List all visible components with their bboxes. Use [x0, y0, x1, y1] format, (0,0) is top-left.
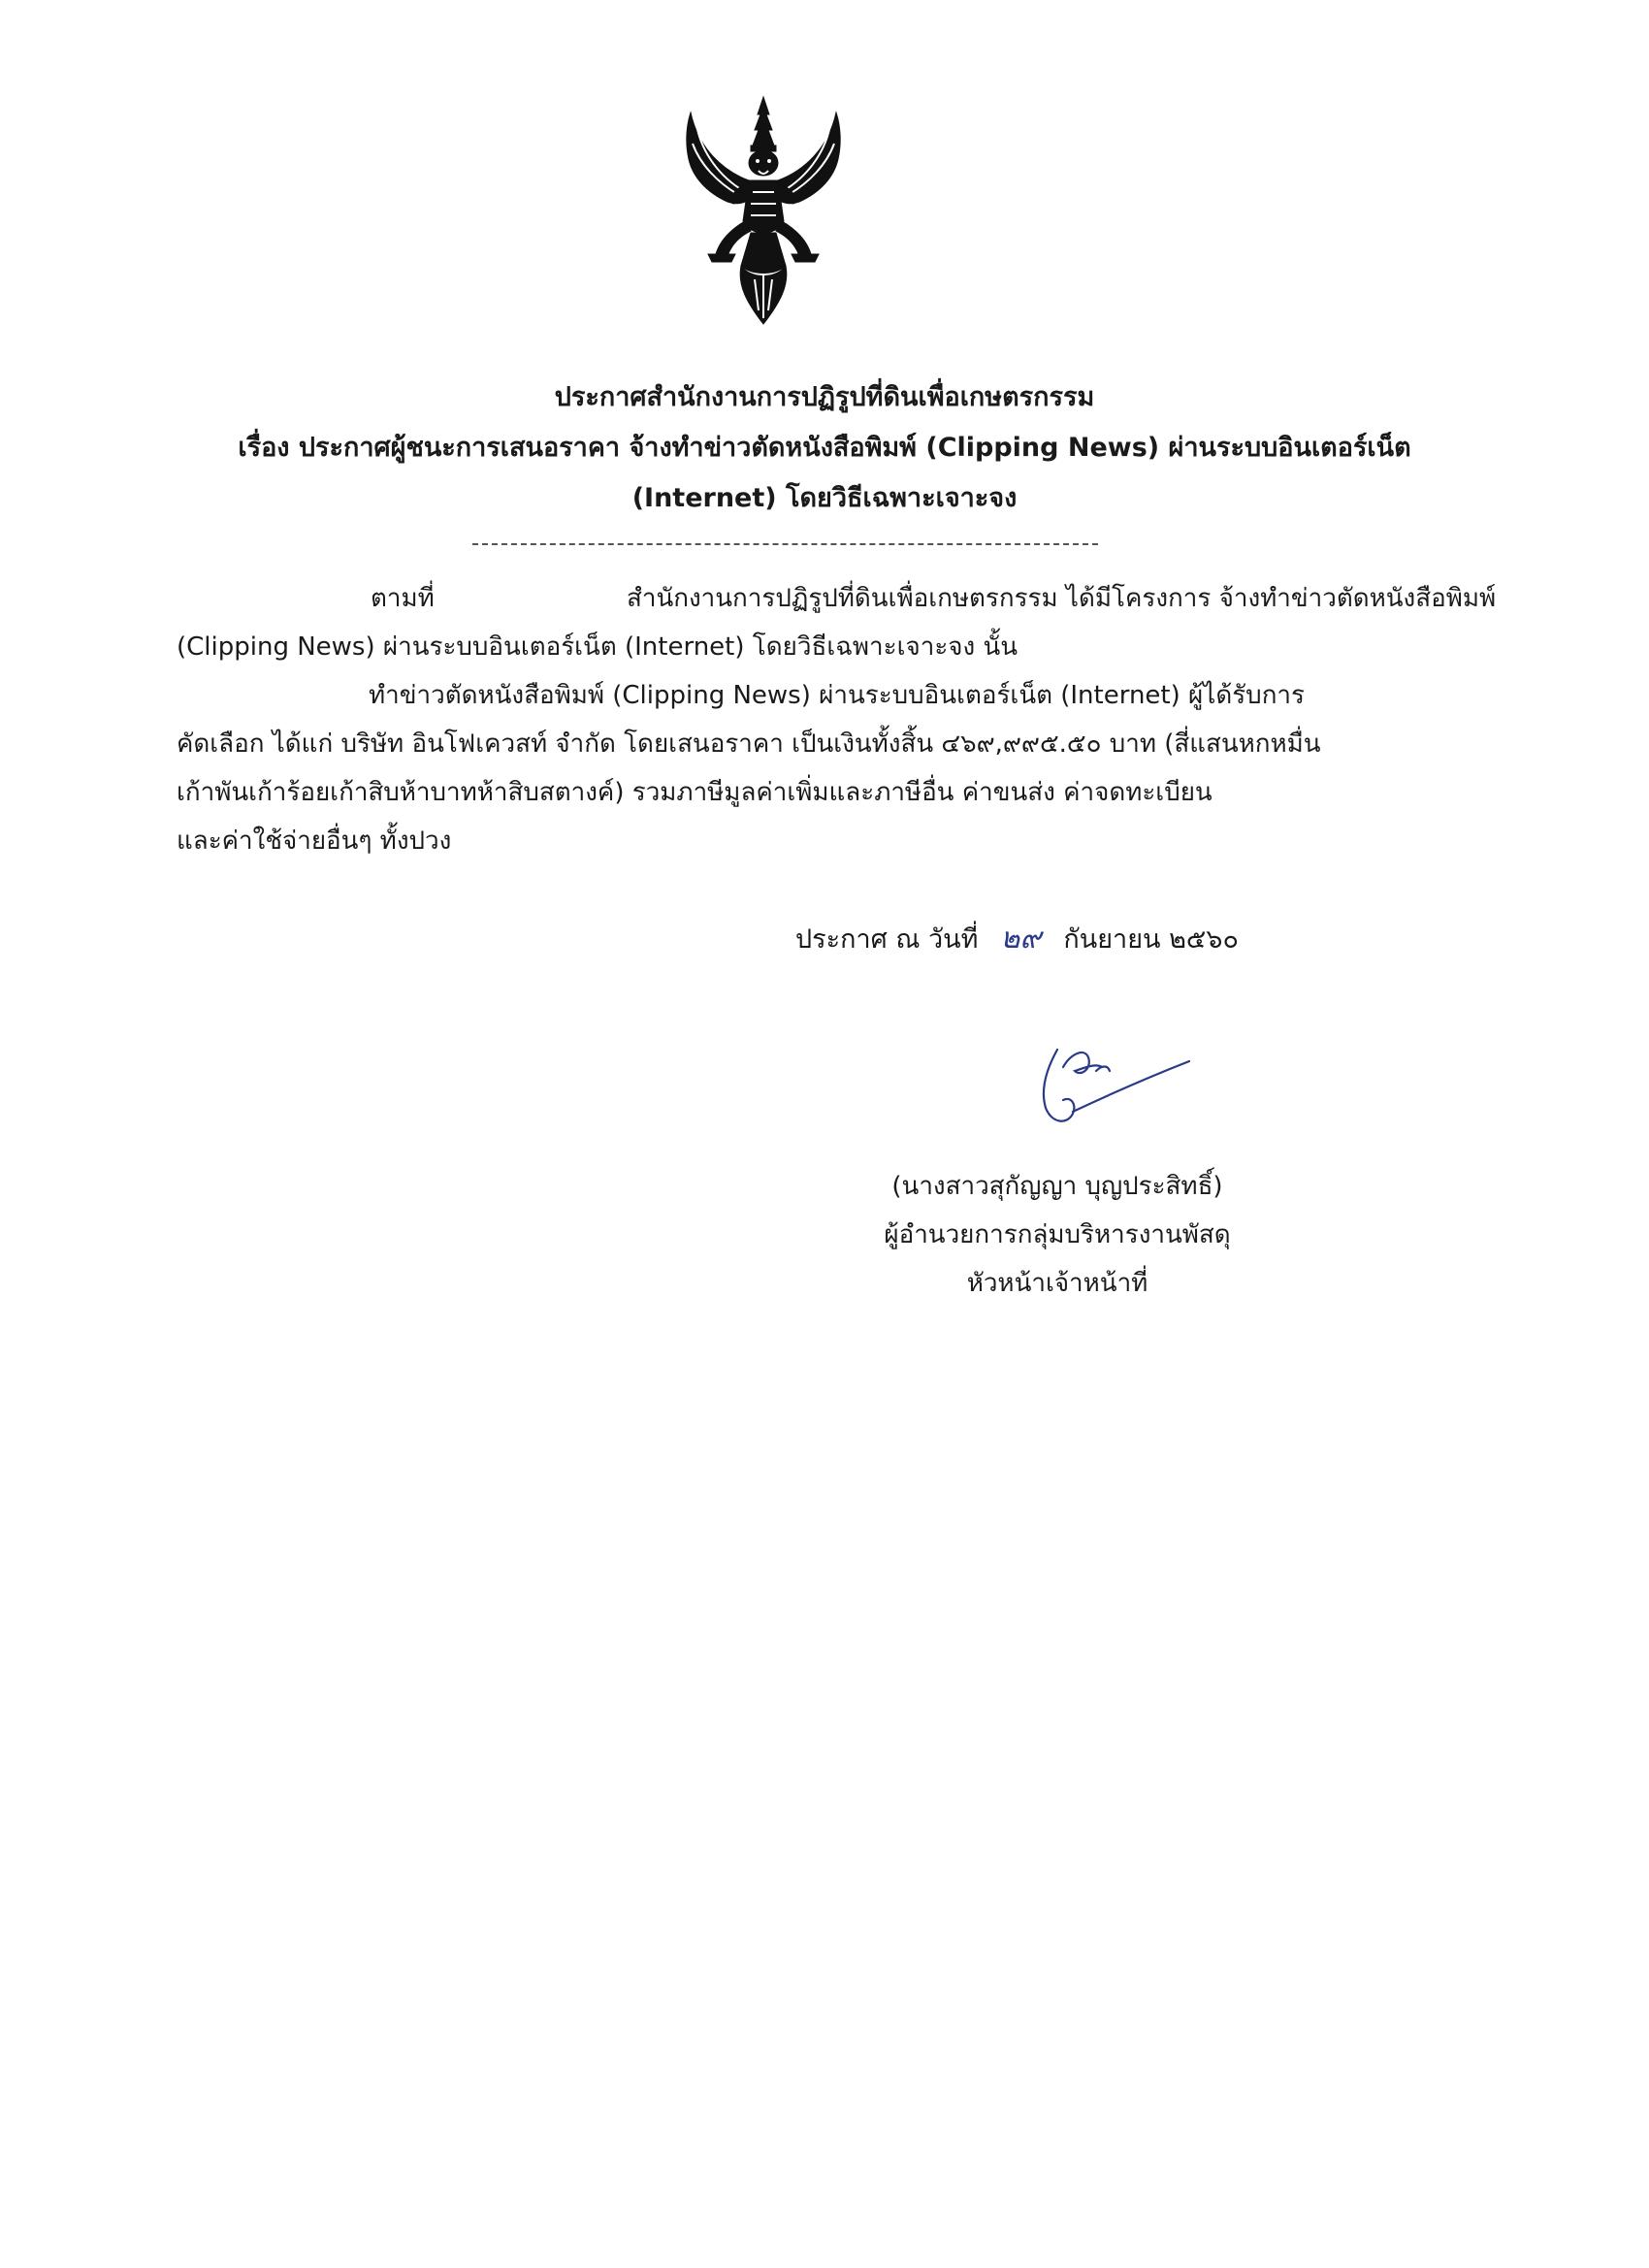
date-prefix: ประกาศ ณ วันที่ [795, 924, 979, 955]
handwritten-signature [1028, 1028, 1203, 1145]
announcement-subject-continued: (Internet) โดยวิธีเฉพาะเจาะจง [631, 483, 1018, 513]
paragraph-1-line-1: สำนักงานการปฏิรูปที่ดินเพื่อเกษตรกรรม ได้มีโครงการ จ้างทำข่าวตัดหนังสือพิมพ์ [627, 584, 1497, 613]
announcement-title: ประกาศสำนักงานการปฏิรูปที่ดินเพื่อเกษตรกรรม [554, 382, 1095, 412]
paragraph-2-line-4: และค่าใช้จ่ายอื่นๆ ทั้งปวง [177, 826, 452, 856]
paragraph-2-line-2: คัดเลือก ได้แก่ บริษัท อินโฟเควสท์ จำกัด โดยเสนอราคา เป็นเงินทั้งสิ้น ๔๖๙,๙๙๕.๕๐ บาท (สี่แสนหกหมื่น [177, 729, 1321, 759]
garuda-emblem-icon [679, 95, 849, 328]
paragraph-1-lead: ตามที่ [371, 584, 435, 613]
header-divider [472, 543, 1098, 545]
date-day-handwritten: ๒๙ [1000, 922, 1042, 956]
signatory-role: หัวหน้าเจ้าหน้าที่ [966, 1269, 1148, 1298]
announcement-date [795, 922, 1239, 956]
paragraph-2-line-3: เก้าพันเก้าร้อยเก้าสิบห้าบาทห้าสิบสตางค์) รวมภาษีมูลค่าเพิ่มและภาษีอื่น ค่าขนส่ง ค่าจดทะเบียน [177, 778, 1212, 807]
paragraph-1-line-2: (Clipping News) ผ่านระบบอินเตอร์เน็ต (Internet) โดยวิธีเฉพาะเจาะจง นั้น [177, 632, 1018, 662]
paragraph-2-line-1: ทำข่าวตัดหนังสือพิมพ์ (Clipping News) ผ่านระบบอินเตอร์เน็ต (Internet) ผู้ได้รับการ [369, 681, 1305, 710]
signatory-position: ผู้อำนวยการกลุ่มบริหารงานพัสดุ [884, 1220, 1231, 1249]
signatory-name: (นางสาวสุกัญญา บุญประสิทธิ์) [891, 1172, 1223, 1201]
date-month-year: กันยายน ๒๕๖๐ [1063, 924, 1239, 955]
announcement-subject: เรื่อง ประกาศผู้ชนะการเสนอราคา จ้างทำข่าวตัดหนังสือพิมพ์ (Clipping News) ผ่านระบบอินเตอร์เน็ต [238, 433, 1411, 463]
